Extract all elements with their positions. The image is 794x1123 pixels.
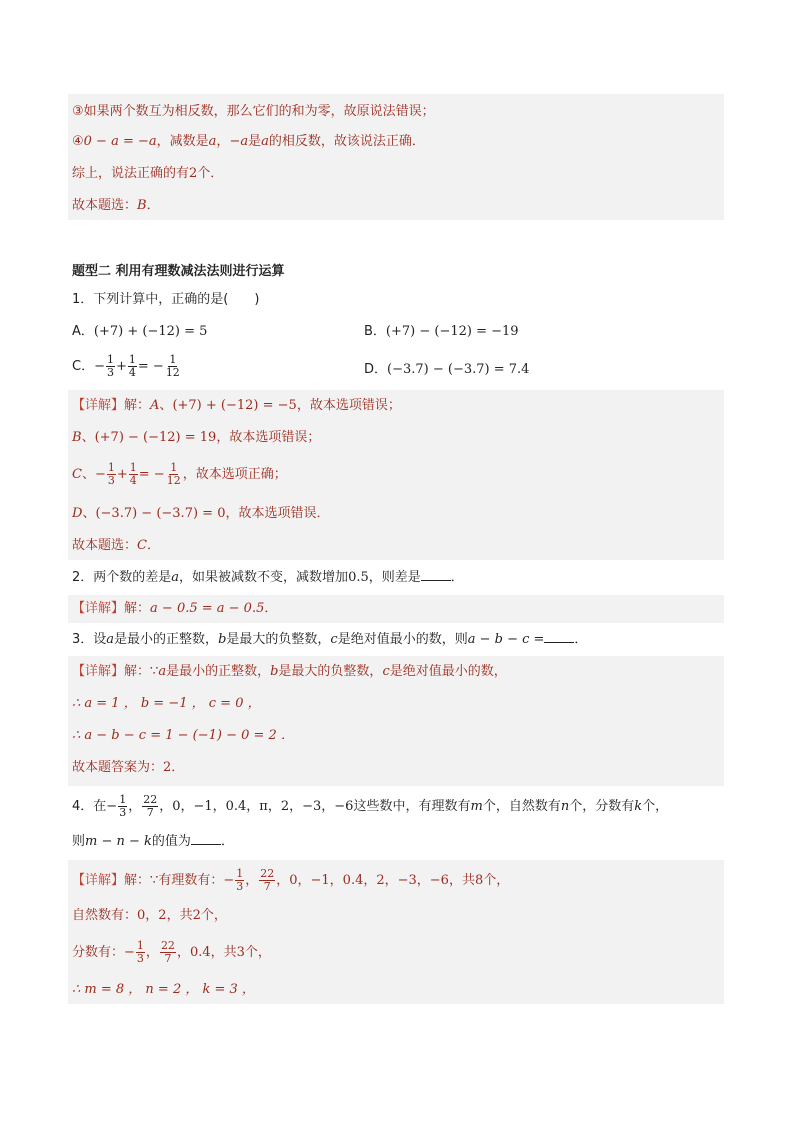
q3-answer-line-4: 故本题答案为：2．: [72, 760, 185, 775]
q1-answer-line-3: C、− $\frac{1}{3}$ + $\frac{1}{4}$ = − $\frac{1}{12}$ ，故本选项正确；: [72, 461, 287, 487]
answer-blank[interactable]: [544, 630, 574, 643]
q4-answer-line-3: 分数有：− $\frac{1}{3}$ ， $\frac{22}{7}$ ，0.4，共3个，: [72, 939, 271, 965]
q1-answer-line-5: 故本题选：C．: [72, 538, 160, 553]
q1-option-a: A．(+7) + (−12) = 5: [72, 324, 208, 339]
q2-answer: 【详解】解：a − 0.5 = a − 0.5．: [72, 601, 278, 616]
detail-tag: 【详解】: [72, 873, 125, 888]
top-line-3: 综上，说法正确的有2个．: [72, 166, 224, 181]
q3-answer-line-2: ∴ a = 1 ， b = −1 ， c = 0 ，: [72, 696, 261, 711]
section-title: 题型二 利用有理数减法法则进行运算: [72, 264, 285, 279]
q3-answer-line-1: 【详解】解：∵a是最小的正整数，b是最大的负整数，c是绝对值最小的数，: [72, 664, 507, 679]
detail-tag: 【详解】: [72, 398, 125, 413]
q3-stem: 3．设a是最小的正整数，b是最大的负整数，c是绝对值最小的数，则a − b − c = ．: [72, 632, 588, 647]
detail-tag: 【详解】: [72, 601, 125, 616]
q4-stem-line-1: 4．在− $\frac{1}{3}$ ， $\frac{22}{7}$ ，0，−1，0.4，π，2，−3，−6这些数中，有理数有m个，自然数有n个，分数有k个，: [72, 793, 669, 819]
q4-stem-line-2: 则m − n − k的值为 ．: [72, 834, 234, 849]
detail-tag: 【详解】: [72, 664, 125, 679]
top-line-1: ③如果两个数互为相反数，那么它们的和为零，故原说法错误；: [72, 104, 435, 119]
q4-answer-line-1: 【详解】解：∵有理数有：− $\frac{1}{3}$ ， $\frac{22}{7}$ ，0，−1，0.4，2，−3，−6，共8个，: [72, 867, 510, 893]
q1-option-c: C．− $\frac{1}{3}$ + $\frac{1}{4}$ = − $\frac{1}{12}$: [72, 353, 180, 379]
q1-option-d: D．(−3.7) − (−3.7) = 7.4: [364, 362, 530, 377]
q3-answer-line-3: ∴ a − b − c = 1 − (−1) − 0 = 2 ．: [72, 728, 294, 743]
q4-answer-line-2: 自然数有：0，2，共2个，: [72, 908, 227, 923]
answer-blank[interactable]: [421, 568, 451, 581]
q1-answer-line-4: D、(−3.7) − (−3.7) = 0，故本选项错误．: [72, 506, 330, 521]
top-line-4: 故本题选：B．: [72, 198, 160, 213]
q1-answer-line-1: 【详解】解：A、(+7) + (−12) = −5，故本选项错误；: [72, 398, 401, 413]
q1-stem: 1．下列计算中，正确的是( ): [72, 292, 260, 307]
q2-stem: 2．两个数的差是a，如果被减数不变，减数增加0.5，则差是 ．: [72, 570, 464, 585]
q1-option-b: B．(+7) − (−12) = −19: [364, 324, 519, 339]
top-line-2: ④0 − a = −a，减数是a，−a是a的相反数，故该说法正确．: [72, 134, 425, 149]
answer-blank[interactable]: [191, 832, 221, 845]
q1-answer-line-2: B、(+7) − (−12) = 19，故本选项错误；: [72, 430, 321, 445]
q4-answer-line-4: ∴ m = 8 ， n = 2 ， k = 3 ，: [72, 982, 255, 997]
